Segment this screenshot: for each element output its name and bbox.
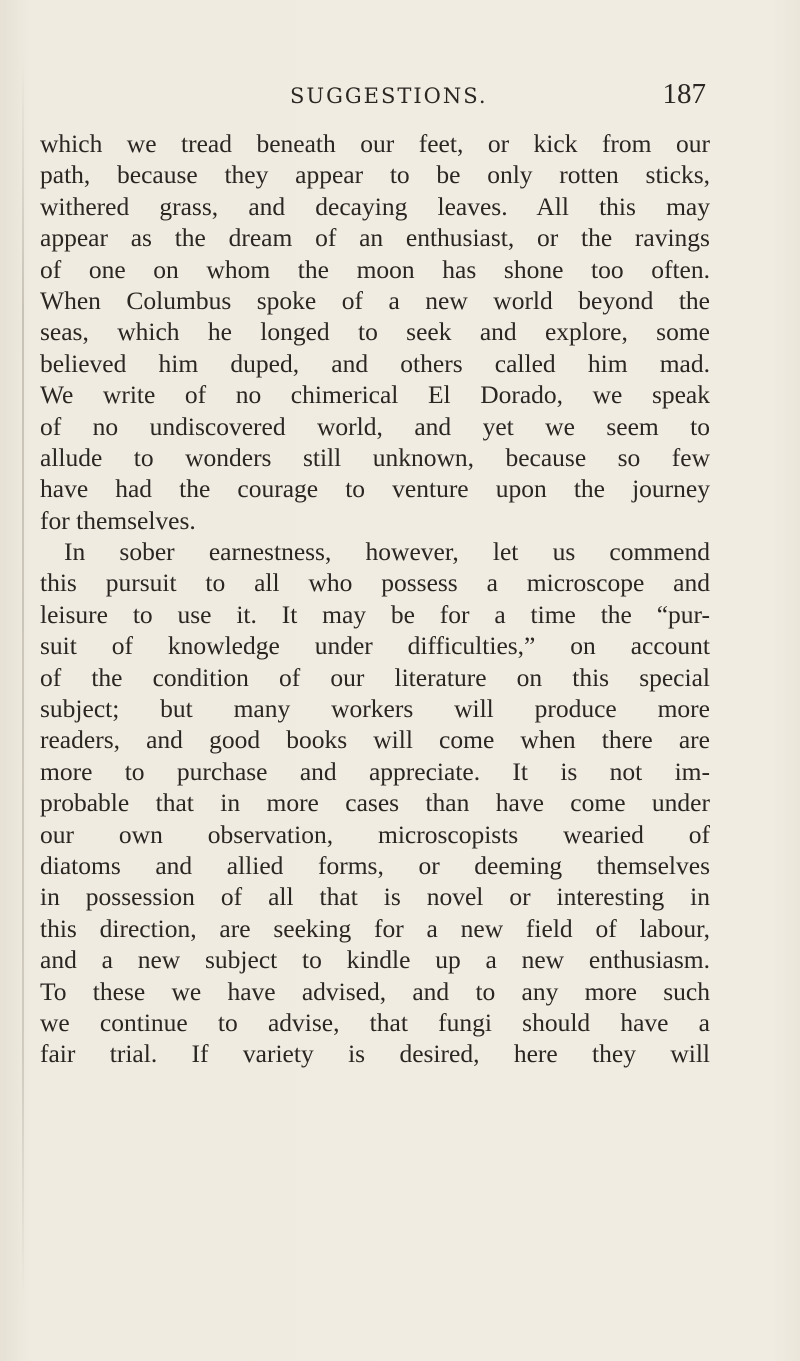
text-line: appear as the dream of an enthusiast, or the ravings (40, 223, 710, 253)
body-text (40, 128, 710, 1070)
text-line: We write of no chimerical El Dorado, we speak (40, 380, 710, 410)
text-line: this pursuit to all who possess a microscope and (40, 568, 710, 598)
text-line: we continue to advise, that fungi should have a (40, 1007, 710, 1037)
text-line: To these we have advised, and to any more such (40, 976, 710, 1006)
text-line: have had the courage to venture upon the journey (40, 474, 710, 504)
text-line: for themselves. (40, 505, 196, 535)
text-line: of no undiscovered world, and yet we seem to (40, 411, 710, 441)
text-line: probable that in more cases than have come under (40, 788, 710, 818)
text-line: allude to wonders still unknown, because so few (40, 442, 710, 472)
running-title: SUGGESTIONS. (290, 84, 488, 108)
text-line: withered grass, and decaying leaves. All this may (40, 191, 710, 221)
text-line: seas, which he longed to seek and explore, some (40, 317, 710, 347)
text-line: more to purchase and appreciate. It is not im- (40, 756, 710, 786)
text-line: diatoms and allied forms, or deeming themselves (40, 850, 710, 880)
text-line: of the condition of our literature on this special (40, 662, 710, 692)
text-line: this direction, are seeking for a new field of labour, (40, 913, 710, 943)
page-number: 187 (662, 78, 706, 110)
text-line: suit of knowledge under difficulties,” on account (40, 631, 710, 661)
text-line: and a new subject to kindle up a new enthusiasm. (40, 945, 710, 975)
text-line: believed him duped, and others called him mad. (40, 348, 710, 378)
text-line: fair trial. If variety is desired, here they will (40, 1039, 710, 1069)
text-line: path, because they appear to be only rotten sticks, (40, 160, 710, 190)
text-line: our own observation, microscopists wearied of (40, 819, 710, 849)
text-line: When Columbus spoke of a new world beyond the (40, 285, 710, 315)
text-line: In sober earnestness, however, let us commend (64, 537, 710, 567)
text-line: leisure to use it. It may be for a time the “pur- (40, 599, 710, 629)
text-line: subject; but many workers will produce more (40, 694, 710, 724)
text-line: readers, and good books will come when there are (40, 725, 710, 755)
running-head (0, 78, 800, 118)
text-line: of one on whom the moon has shone too often. (40, 254, 710, 284)
text-line: in possession of all that is novel or interesting in (40, 882, 710, 912)
binding-gutter (22, 60, 24, 1300)
text-line: which we tread beneath our feet, or kick from our (40, 129, 710, 158)
